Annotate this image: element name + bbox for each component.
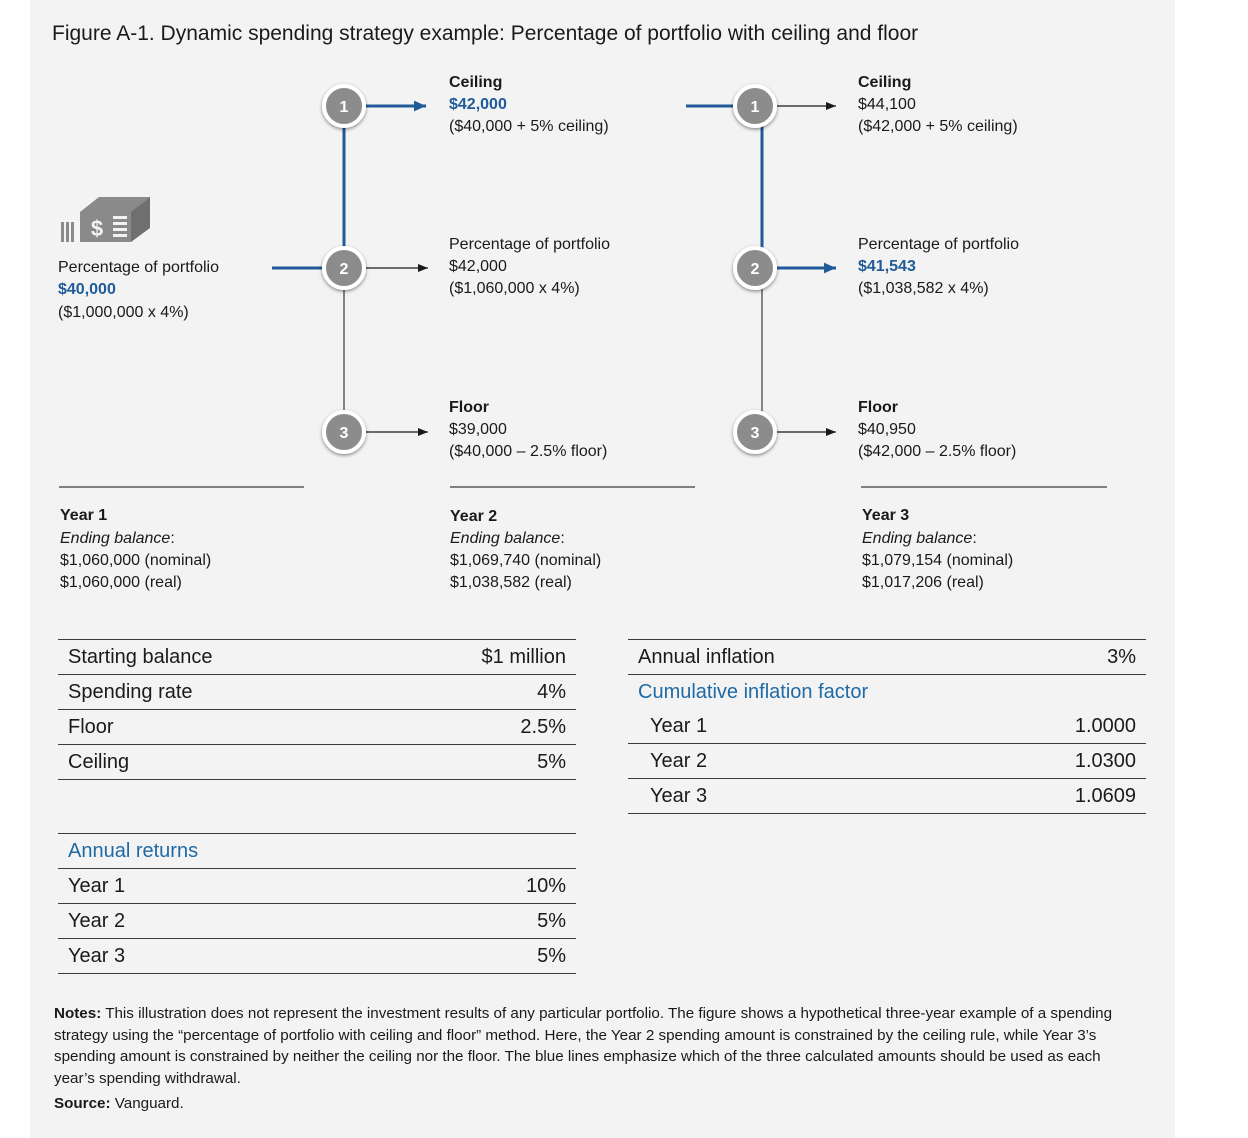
- label: Ceiling: [858, 74, 912, 91]
- inflation-header: Cumulative inflation factor: [638, 681, 869, 703]
- year-label: Year 1: [60, 507, 108, 524]
- node-label: 3: [750, 425, 760, 442]
- calc: ($40,000 + 5% ceiling): [449, 118, 609, 135]
- nominal: $1,079,154 (nominal): [862, 552, 1014, 569]
- ending-label: Ending balance: [862, 530, 973, 547]
- calc: ($40,000 – 2.5% floor): [449, 443, 608, 460]
- nominal: $1,069,740 (nominal): [450, 552, 602, 569]
- calc: ($1,060,000 x 4%): [449, 280, 580, 297]
- source-text: Vanguard.: [110, 1095, 184, 1112]
- amount: $42,000: [449, 258, 507, 275]
- node-label: 1: [750, 99, 760, 116]
- label: Floor: [449, 399, 489, 416]
- returns-header: Annual returns: [68, 840, 199, 862]
- node-label: 1: [339, 99, 349, 116]
- table-row: Year 3 1.0609: [628, 779, 1146, 814]
- table-row: Year 1 1.0000: [628, 709, 1146, 744]
- table-header-row: [58, 833, 576, 869]
- table-row: Year 2 5%: [58, 904, 576, 939]
- amount: $44,100: [858, 96, 916, 113]
- notes-label: Notes:: [54, 1005, 102, 1022]
- parameters-table: [58, 639, 576, 780]
- node-label: 3: [339, 425, 349, 442]
- start-amount: $40,000: [58, 281, 116, 298]
- ending-label: Ending balance: [60, 530, 171, 547]
- table-row: Starting balance $1 million: [58, 639, 576, 675]
- label: Percentage of portfolio: [449, 236, 610, 253]
- table-header-row: [628, 675, 1146, 709]
- money-stack-icon: [61, 197, 150, 242]
- ending-label: Ending balance: [450, 530, 561, 547]
- real: $1,017,206 (real): [862, 574, 984, 591]
- real: $1,038,582 (real): [450, 574, 572, 591]
- figure-notes: [54, 1003, 1144, 1115]
- table-row: Year 3 5%: [58, 939, 576, 974]
- table-row: Annual inflation 3%: [628, 639, 1146, 675]
- amount: $40,950: [858, 421, 916, 438]
- calc: ($42,000 + 5% ceiling): [858, 118, 1018, 135]
- label: Floor: [858, 399, 898, 416]
- table-row: Floor 2.5%: [58, 710, 576, 745]
- calc: ($1,038,582 x 4%): [858, 280, 989, 297]
- notes-text: This illustration does not represent the investment results of any particular portfolio. The figure shows a hypothetical three-year example of a spending strategy using the “percentage of portfolio with ceiling and floor” method. Here, the Year 2 spending amount is constrained by the ceiling rule, while Year 3’s spending amount is constrained by neither the ceiling nor the floor. The blue lines emphasize which of the three calculated amounts should be used as each year’s spending withdrawal.: [54, 1005, 1113, 1087]
- start-label: Percentage of portfolio: [58, 259, 219, 276]
- nominal: $1,060,000 (nominal): [60, 552, 212, 569]
- real: $1,060,000 (real): [60, 574, 182, 591]
- label: Percentage of portfolio: [858, 236, 1019, 253]
- calc: ($42,000 – 2.5% floor): [858, 443, 1017, 460]
- start-calc: ($1,000,000 x 4%): [58, 304, 189, 321]
- table-row: Spending rate 4%: [58, 675, 576, 710]
- svg-text:$: $: [90, 216, 104, 241]
- year-label: Year 3: [862, 507, 910, 524]
- label: Ceiling: [449, 74, 503, 91]
- amount: $42,000: [449, 96, 507, 113]
- amount: $39,000: [449, 421, 507, 438]
- returns-table: [58, 833, 576, 974]
- inflation-table: [628, 639, 1146, 814]
- table-row: Year 2 1.0300: [628, 744, 1146, 779]
- table-row: Ceiling 5%: [58, 745, 576, 780]
- amount: $41,543: [858, 258, 916, 275]
- node-label: 2: [339, 261, 349, 278]
- source-label: Source:: [54, 1095, 111, 1112]
- node-label: 2: [750, 261, 760, 278]
- figure-title: Figure A-1. Dynamic spending strategy example: Percentage of portfolio with ceiling and floor: [52, 22, 919, 45]
- year-label: Year 2: [450, 508, 498, 525]
- table-row: Year 1 10%: [58, 869, 576, 904]
